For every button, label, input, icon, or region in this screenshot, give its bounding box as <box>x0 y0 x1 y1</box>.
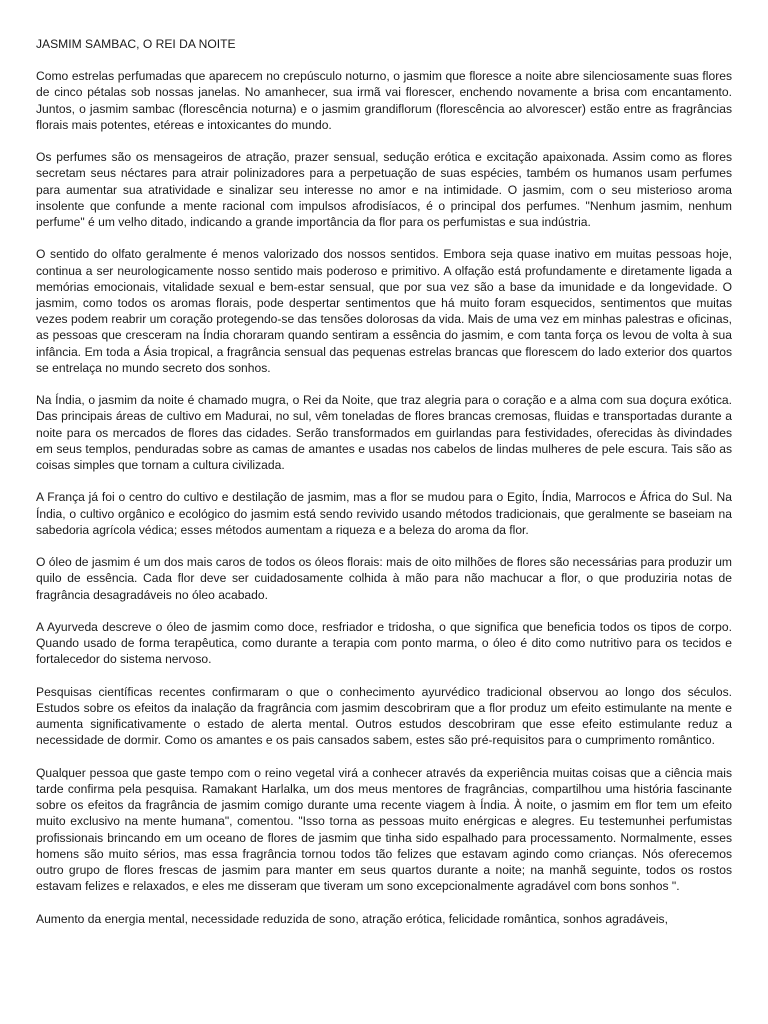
paragraph: Como estrelas perfumadas que aparecem no crepúsculo noturno, o jasmim que floresce a noite abre silenciosamente suas flores de cinco pétalas sob nossas janelas. No amanhecer, sua irmã vai florescer, enchendo novamente a brisa com encantamento. Juntos, o jasmim sambac (florescência noturna) e o jasmim grandiflorum (florescência ao alvorescer) estão entre as fragrâncias florais mais potentes, etéreas e intoxicantes do mundo. <box>36 69 732 132</box>
paragraph: Na Índia, o jasmim da noite é chamado mugra, o Rei da Noite, que traz alegria para o coração e a alma com sua doçura exótica. Das principais áreas de cultivo em Madurai, no sul, vêm toneladas de flores brancas cremosas, fluidas e transportadas durante a noite para os mercados de flores das cidades. Serão transformados em guirlandas para festividades, oferecidas às divindades em seus templos, penduradas sobre as camas de amantes e usadas nos cabelos de lindas mulheres de pele escura. Tais são as coisas simples que tornam a cultura civilizada. <box>36 393 732 473</box>
paragraph: O sentido do olfato geralmente é menos valorizado dos nossos sentidos. Embora seja quase inativo em muitas pessoas hoje, continua a ser neurologicamente nosso sentido mais poderoso e primitivo. A olfação está profundamente e diretamente ligada a memórias emocionais, vitalidade sexual e bem-estar sensual, que por sua vez são a base da imunidade e da longevidade. O jasmim, como todos os aromas florais, pode despertar sentimentos que há muito foram esquecidos, sentimentos que muitas vezes podem reabrir um coração protegendo-se das tensões dolorosas da vida. Mais de uma vez em minhas palestras e oficinas, as pessoas que cresceram na Índia choraram quando sentiram a essência do jasmim, e com tanta força os levou de volta à sua infância. Em toda a Ásia tropical, a fragrância sensual das pequenas estrelas brancas que florescem do lado exterior dos quartos se entrelaça no mundo secreto dos sonhos. <box>36 247 732 375</box>
paragraph: Pesquisas científicas recentes confirmaram o que o conhecimento ayurvédico tradicional observou ao longo dos séculos. Estudos sobre os efeitos da inalação da fragrância com jasmim descobriram que a flor produz um efeito estimulante na mente e aumenta significativamente o estado de alerta mental. Outros estudos descobriram que esse efeito estimulante reduz a necessidade de dormir. Como os amantes e os pais cansados sabem, estes são pré-requisitos para o cumprimento romântico. <box>36 684 732 748</box>
paragraph: O óleo de jasmim é um dos mais caros de todos os óleos florais: mais de oito milhões de flores são necessárias para produzir um quilo de essência. Cada flor deve ser cuidadosamente colhida à mão para não machucar a flor, o que produziria notas de fragrância desagradáveis no óleo acabado. <box>36 555 732 602</box>
paragraph: Os perfumes são os mensageiros de atração, prazer sensual, sedução erótica e excitação apaixonada. Assim como as flores secretam seus néctares para atrair polinizadores para a perpetuação de suas espécies, também os humanos usam perfumes para aumentar sua atratividade e sinalizar seu interesse no amor e na intimidade. O jasmim, com o seu misterioso aroma insolente que confunde a mente racional com impulsos afrodisíacos, é o principal dos perfumes. "Nenhum jasmim, nenhum perfume" é um velho ditado, indicando a grande importância da flor para os perfumistas e sua indústria. <box>36 150 732 230</box>
paragraph: A França já foi o centro do cultivo e destilação de jasmim, mas a flor se mudou para o Egito, Índia, Marrocos e África do Sul. Na Índia, o cultivo orgânico e ecológico do jasmim está sendo revivido usando métodos tradicionais, que geralmente se baseiam na sabedoria agrícola védica; esses métodos aumentam a riqueza e a beleza do aroma da flor. <box>36 490 732 537</box>
paragraph: Aumento da energia mental, necessidade reduzida de sono, atração erótica, felicidade romântica, sonhos agradáveis, <box>36 911 668 926</box>
paragraph: A Ayurveda descreve o óleo de jasmim como doce, resfriador e tridosha, o que significa que beneficia todos os tipos de corpo. Quando usado de forma terapêutica, como durante a terapia com ponto marma, o óleo é dito como nutritivo para os tecidos e fortalecedor do sistema nervoso. <box>36 620 732 667</box>
document-title: JASMIM SAMBAC, O REI DA NOITE <box>36 37 236 51</box>
paragraph: Qualquer pessoa que gaste tempo com o reino vegetal virá a conhecer através da experiência muitas coisas que a ciência mais tarde confirma pela pesquisa. Ramakant Harlalka, um dos meus mentores de fragrâncias, compartilhou uma história fascinante sobre os efeitos da fragrância de jasmim comigo durante uma recente viagem à Índia. À noite, o jasmim em flor tem um efeito muito exclusivo na mente humana", comentou. "Isso torna as pessoas muito enérgicas e alegres. Eu testemunhei perfumistas profissionais brincando em um oceano de flores de jasmim que tinha sido espalhado para processamento. Normalmente, esses homens são muito sérios, mas essa fragrância tornou todos tão felizes que estavam agindo como crianças. Nós oferecemos outro grupo de flores frescas de jasmim para manter em seus quartos durante a noite; na manhã seguinte, todos os rostos estavam felizes e relaxados, e eles me disseram que tiveram um sono excepcionalmente agradável com bons sonhos ". <box>36 765 732 894</box>
